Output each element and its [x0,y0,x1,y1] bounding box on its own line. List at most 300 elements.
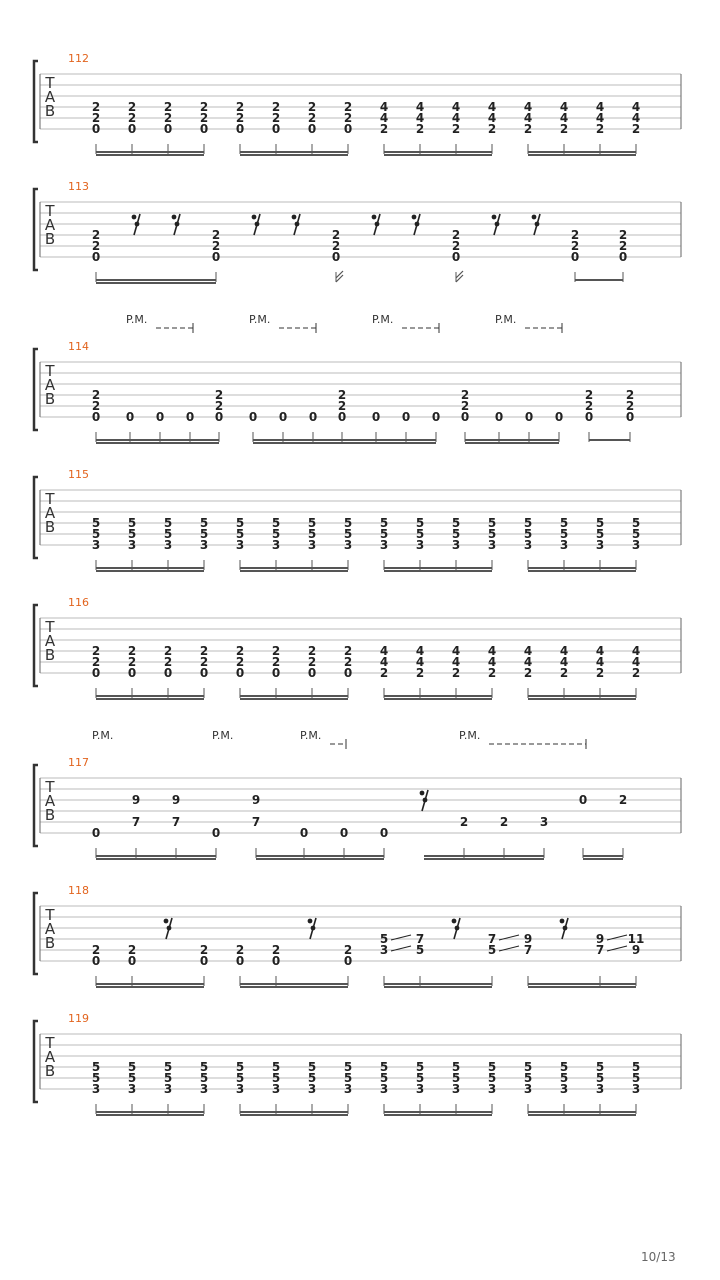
fret-number: 3 [235,1082,245,1096]
fret-number: 2 [631,666,641,680]
bar-number: 117 [68,756,89,769]
fret-number: 0 [570,250,580,264]
beam-primary [424,855,544,857]
fret-number: 5 [235,527,245,541]
tab-system-117 [34,729,681,860]
beam-group [240,688,348,700]
rest-dot [412,215,417,220]
fret-number: 2 [91,399,101,413]
fret-number: 5 [163,1060,173,1074]
rest-dot [560,919,565,924]
fret-number: 2 [91,239,101,253]
fret-number: 3 [559,1082,569,1096]
tab-clef-letter: B [44,518,56,536]
rest-dot [372,215,377,220]
fret-number: 2 [595,666,605,680]
fret-number: 3 [451,1082,461,1096]
fret-number: 0 [343,666,353,680]
fret-number: 2 [625,388,635,402]
fret-number: 2 [584,388,594,402]
fret-number: 7 [251,815,261,829]
beam-group [240,560,348,572]
fret-number: 0 [91,826,101,840]
beam-secondary [384,154,492,156]
fret-number: 4 [379,100,389,114]
beam-primary [240,1111,348,1113]
rest-dot [423,798,428,803]
fret-number: 4 [523,644,533,658]
beam-group [96,432,219,444]
fret-number: 0 [211,250,221,264]
fret-number: 5 [271,516,281,530]
fret-number: 3 [127,538,137,552]
fret-number: 2 [214,399,224,413]
fret-number: 5 [379,932,389,946]
fret-number: 2 [460,399,470,413]
beam-secondary [96,282,216,284]
fret-number: 2 [631,122,641,136]
rest-dot [415,222,420,227]
fret-number: 2 [379,666,389,680]
fret-number: 2 [523,666,533,680]
fret-number: 2 [235,111,245,125]
beam-group [96,688,204,700]
bar-number: 116 [68,596,89,609]
beam-group [465,432,559,444]
fret-number: 4 [451,655,461,669]
fret-number: 0 [199,666,209,680]
beam-group [528,976,636,988]
beam-secondary [528,154,636,156]
beam-primary [384,567,492,569]
bar-number: 114 [68,340,89,353]
fret-number: 2 [570,228,580,242]
palm-mute-label: P.M. [249,313,271,326]
fret-number: 5 [199,527,209,541]
fret-number: 5 [631,1060,641,1074]
fret-number: 2 [618,239,628,253]
fret-number: 4 [451,644,461,658]
beam-primary [589,439,630,441]
beam-group [96,976,204,988]
beam-primary [240,567,348,569]
fret-number: 2 [487,666,497,680]
beam-secondary [240,1114,348,1116]
fret-number: 0 [271,666,281,680]
beam-primary [583,855,623,857]
rest-dot [135,222,140,227]
fret-number: 5 [307,516,317,530]
beam-secondary [256,858,384,860]
beam-group [384,976,492,988]
beam-secondary [240,698,348,700]
fret-number: 5 [415,1060,425,1074]
fret-number: 9 [595,932,605,946]
beam-group [336,271,343,282]
beam-primary [528,983,636,985]
fret-number: 5 [523,1060,533,1074]
fret-number: 2 [451,228,461,242]
fret-number: 7 [523,943,533,957]
fret-number: 3 [415,538,425,552]
bar-number: 118 [68,884,89,897]
beam-primary [528,1111,636,1113]
fret-number: 0 [163,122,173,136]
rest-dot [132,215,137,220]
fret-number: 0 [91,122,101,136]
rest-dot [452,919,457,924]
tab-system-119 [34,1012,681,1116]
fret-number: 11 [627,932,645,946]
fret-number: 5 [451,1071,461,1085]
fret-number: 3 [271,538,281,552]
fret-number: 0 [494,410,504,424]
rest-dot [308,919,313,924]
beam-secondary [528,570,636,572]
fret-number: 2 [559,666,569,680]
fret-number: 0 [337,410,347,424]
beam-group [240,144,348,156]
fret-number: 2 [91,644,101,658]
rest-dot [563,926,568,931]
fret-number: 2 [307,655,317,669]
rest-dot [172,215,177,220]
beam-group [240,976,348,988]
fret-number: 4 [487,100,497,114]
fret-number: 3 [523,1082,533,1096]
fret-number: 3 [91,538,101,552]
fret-number: 5 [199,1071,209,1085]
fret-number: 2 [163,655,173,669]
tab-system-118 [34,884,681,988]
fret-number: 5 [163,527,173,541]
fret-number: 4 [379,655,389,669]
bar-number: 115 [68,468,89,481]
fret-number: 0 [379,826,389,840]
beam-primary [96,567,204,569]
rest-dot [252,215,257,220]
beam-group [384,688,492,700]
beam-primary [96,1111,204,1113]
fret-number: 2 [595,122,605,136]
fret-number: 2 [307,644,317,658]
fret-number: 0 [163,666,173,680]
fret-number: 5 [199,516,209,530]
fret-number: 2 [91,100,101,114]
fret-number: 0 [248,410,258,424]
fret-number: 2 [343,655,353,669]
fret-number: 3 [163,538,173,552]
fret-number: 4 [487,644,497,658]
fret-number: 5 [91,1071,101,1085]
fret-number: 0 [524,410,534,424]
fret-number: 4 [523,111,533,125]
fret-number: 2 [271,111,281,125]
beam-secondary [240,154,348,156]
fret-number: 2 [451,122,461,136]
fret-number: 2 [214,388,224,402]
fret-number: 5 [415,1071,425,1085]
fret-number: 4 [595,655,605,669]
fret-number: 4 [415,655,425,669]
fret-number: 5 [343,527,353,541]
beam-secondary [528,1114,636,1116]
beam-primary [240,695,348,697]
fret-number: 0 [91,666,101,680]
fret-number: 5 [451,1060,461,1074]
beam-secondary [384,986,492,988]
fret-number: 0 [578,793,588,807]
fret-number: 5 [487,943,497,957]
fret-number: 5 [235,1060,245,1074]
fret-number: 5 [379,527,389,541]
fret-number: 4 [379,644,389,658]
fret-number: 3 [595,538,605,552]
fret-number: 0 [214,410,224,424]
fret-number: 2 [415,666,425,680]
fret-number: 3 [235,538,245,552]
beam-group [528,1104,636,1116]
beam-primary [575,279,623,281]
fret-number: 0 [339,826,349,840]
fret-number: 0 [125,410,135,424]
beam-primary [96,279,216,281]
rest-dot [492,215,497,220]
fret-number: 0 [185,410,195,424]
fret-number: 3 [631,538,641,552]
fret-number: 9 [171,793,181,807]
palm-mute-label: P.M. [212,729,234,742]
fret-number: 5 [91,516,101,530]
fret-number: 0 [343,122,353,136]
fret-number: 3 [307,1082,317,1096]
beam-secondary [240,570,348,572]
tab-clef-letter: A [44,88,56,106]
bar-number: 113 [68,180,89,193]
fret-number: 5 [559,527,569,541]
beam-secondary [96,1114,204,1116]
fret-number: 4 [595,644,605,658]
fret-number: 2 [91,228,101,242]
beam-group [96,1104,204,1116]
fret-number: 0 [618,250,628,264]
fret-number: 0 [127,666,137,680]
fret-number: 4 [631,111,641,125]
tab-clef-letter: B [44,934,56,952]
beam-group [456,271,463,282]
fret-number: 7 [487,932,497,946]
beam-group [96,144,204,156]
rest-dot [455,926,460,931]
fret-number: 9 [131,793,141,807]
fret-number: 5 [127,1060,137,1074]
beam-group [583,848,623,860]
fret-number: 7 [171,815,181,829]
fret-number: 2 [271,100,281,114]
rest-dot [167,926,172,931]
fret-number: 0 [401,410,411,424]
tab-clef-letter: A [44,632,56,650]
rest-dot [311,926,316,931]
fret-number: 4 [559,655,569,669]
bar-number: 112 [68,52,89,65]
beam-secondary [96,570,204,572]
fret-number: 2 [271,655,281,669]
fret-number: 5 [631,527,641,541]
rest-dot [375,222,380,227]
fret-number: 4 [595,100,605,114]
fret-number: 3 [379,943,389,957]
tab-system-113 [34,180,681,284]
fret-number: 0 [155,410,165,424]
fret-number: 5 [235,516,245,530]
fret-number: 3 [415,1082,425,1096]
fret-number: 9 [251,793,261,807]
palm-mute-label: P.M. [372,313,394,326]
fret-number: 3 [163,1082,173,1096]
fret-number: 5 [379,1060,389,1074]
fret-number: 5 [487,1060,497,1074]
fret-number: 4 [487,655,497,669]
fret-number: 3 [343,538,353,552]
beam-primary [528,151,636,153]
fret-number: 2 [307,111,317,125]
beam-secondary [465,442,559,444]
fret-number: 5 [271,527,281,541]
fret-number: 2 [199,655,209,669]
fret-number: 2 [91,388,101,402]
palm-mute-label: P.M. [495,313,517,326]
beam-group [96,848,216,860]
fret-number: 0 [235,666,245,680]
fret-number: 5 [307,1060,317,1074]
tab-clef-letter: T [45,906,55,924]
beam-secondary [384,1114,492,1116]
fret-number: 5 [163,1071,173,1085]
beam-primary [240,983,348,985]
fret-number: 5 [91,1060,101,1074]
fret-number: 9 [631,943,641,957]
fret-number: 2 [199,111,209,125]
fret-number: 4 [559,111,569,125]
fret-number: 5 [487,527,497,541]
fret-number: 0 [278,410,288,424]
fret-number: 2 [618,793,628,807]
fret-number: 5 [631,1071,641,1085]
fret-number: 0 [199,122,209,136]
fret-number: 3 [307,538,317,552]
fret-number: 0 [625,410,635,424]
fret-number: 0 [371,410,381,424]
fret-number: 0 [235,122,245,136]
tab-clef-letter: A [44,216,56,234]
fret-number: 0 [308,410,318,424]
system-bracket [34,477,38,558]
fret-number: 2 [331,228,341,242]
fret-number: 5 [451,527,461,541]
fret-number: 3 [539,815,549,829]
fret-number: 5 [235,1071,245,1085]
fret-number: 5 [127,516,137,530]
fret-number: 3 [91,1082,101,1096]
beam-secondary [528,698,636,700]
fret-number: 2 [618,228,628,242]
fret-number: 2 [487,122,497,136]
beam-secondary [96,858,216,860]
fret-number: 2 [459,815,469,829]
beam-secondary [240,986,348,988]
tab-clef-letter: B [44,230,56,248]
fret-number: 0 [235,954,245,968]
fret-number: 0 [554,410,564,424]
fret-number: 2 [625,399,635,413]
tab-system-112 [34,52,681,156]
fret-number: 3 [631,1082,641,1096]
beam-group [253,432,436,444]
tab-system-114 [34,313,681,444]
fret-number: 2 [163,100,173,114]
beam-primary [256,855,384,857]
system-bracket [34,61,38,142]
palm-mute-label: P.M. [300,729,322,742]
tab-system-116 [34,596,681,700]
fret-number: 2 [415,122,425,136]
fret-number: 3 [595,1082,605,1096]
beam-secondary [96,698,204,700]
beam-primary [384,695,492,697]
system-bracket [34,893,38,974]
tab-clef-letter: T [45,618,55,636]
fret-number: 0 [307,666,317,680]
fret-number: 2 [91,943,101,957]
tab-clef-letter: A [44,376,56,394]
fret-number: 2 [199,100,209,114]
fret-number: 5 [451,516,461,530]
fret-number: 5 [415,527,425,541]
palm-mute-label: P.M. [92,729,114,742]
fret-number: 5 [523,527,533,541]
fret-number: 4 [487,111,497,125]
fret-number: 2 [523,122,533,136]
fret-number: 5 [487,516,497,530]
rest-dot [535,222,540,227]
beam-secondary [384,698,492,700]
tab-clef-letter: B [44,646,56,664]
fret-number: 2 [163,111,173,125]
fret-number: 2 [271,644,281,658]
beam-primary [96,151,204,153]
beam-group [424,848,544,860]
tab-clef-letter: B [44,1062,56,1080]
fret-number: 5 [415,516,425,530]
beam-group [528,144,636,156]
fret-number: 5 [163,516,173,530]
fret-number: 3 [487,538,497,552]
fret-number: 3 [379,538,389,552]
beam-group [575,272,623,282]
fret-number: 2 [570,239,580,253]
fret-number: 2 [211,228,221,242]
rest-dot [532,215,537,220]
tab-clef-letter: T [45,490,55,508]
fret-number: 2 [337,388,347,402]
fret-number: 5 [271,1060,281,1074]
fret-number: 2 [199,943,209,957]
fret-number: 7 [131,815,141,829]
fret-number: 4 [451,100,461,114]
beam-secondary [384,570,492,572]
fret-number: 7 [595,943,605,957]
